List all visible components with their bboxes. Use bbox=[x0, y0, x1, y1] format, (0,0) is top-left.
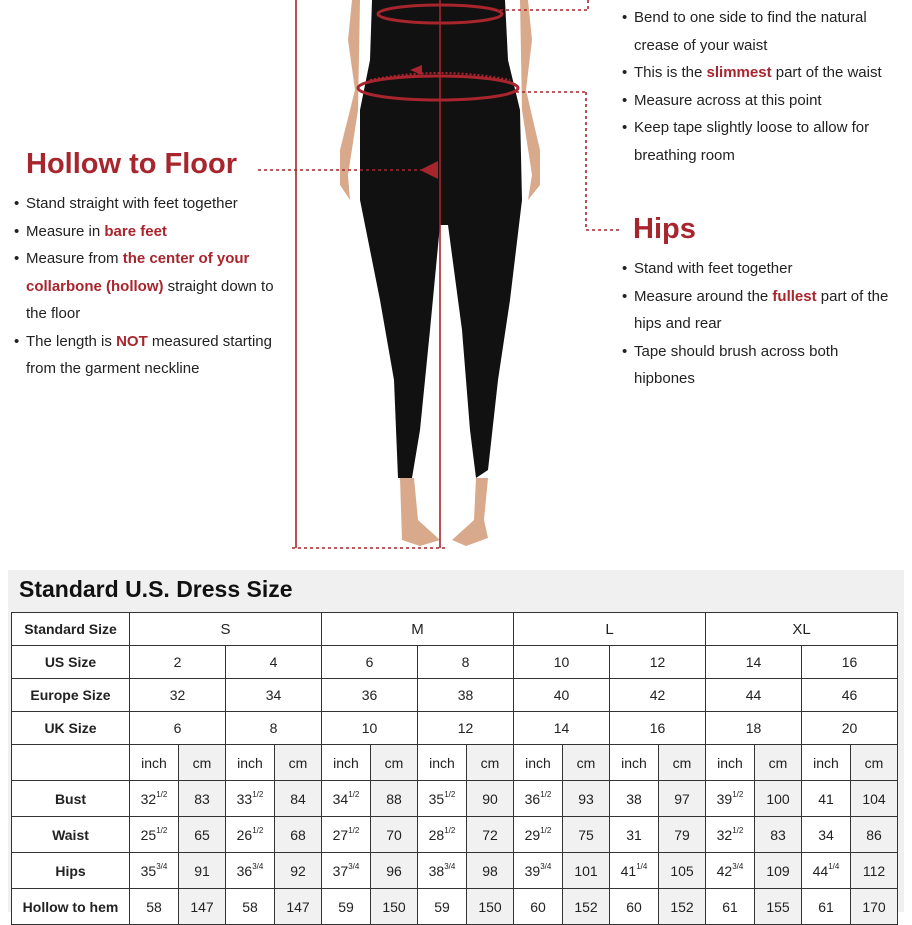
unit-cell: cm bbox=[851, 745, 898, 781]
measurement-cell: 152 bbox=[659, 889, 706, 925]
measurement-cell: $41^{1/4}$ bbox=[610, 853, 659, 889]
hips-row bbox=[12, 853, 898, 889]
measurement-cell: $32^{1/2}$ bbox=[130, 781, 179, 817]
europe-size-row bbox=[12, 679, 898, 712]
measurement-cell: 96 bbox=[371, 853, 418, 889]
unit-cell: cm bbox=[179, 745, 226, 781]
leggings bbox=[360, 0, 522, 478]
measurement-cell: $36^{3/4}$ bbox=[226, 853, 275, 889]
measurement-cell: 68 bbox=[275, 817, 322, 853]
measurement-cell: $36^{1/2}$ bbox=[514, 781, 563, 817]
measurement-cell: 104 bbox=[851, 781, 898, 817]
waist-note: • This is the slimmest part of the waist bbox=[622, 59, 902, 87]
hollow-note: • Measure in bare feet bbox=[14, 218, 296, 246]
measurement-cell: 59 bbox=[322, 889, 371, 925]
measurement-cell: 147 bbox=[275, 889, 322, 925]
standard-size-row bbox=[12, 613, 898, 646]
measurement-cell: 92 bbox=[275, 853, 322, 889]
measurement-cell: 100 bbox=[755, 781, 802, 817]
unit-cell: cm bbox=[755, 745, 802, 781]
bust-row bbox=[12, 781, 898, 817]
measurement-cell: 41 bbox=[802, 781, 851, 817]
measurement-cell: 83 bbox=[179, 781, 226, 817]
measurement-cell: 58 bbox=[130, 889, 179, 925]
size-cell: 32 bbox=[130, 679, 226, 712]
size-cell: 36 bbox=[322, 679, 418, 712]
size-group-cell: XL bbox=[706, 613, 898, 646]
measurement-cell: $39^{3/4}$ bbox=[514, 853, 563, 889]
measurement-cell: 84 bbox=[275, 781, 322, 817]
size-chart-table bbox=[11, 612, 898, 925]
size-group-cell: S bbox=[130, 613, 322, 646]
unit-cell: cm bbox=[659, 745, 706, 781]
size-cell: 46 bbox=[802, 679, 898, 712]
unit-cell: inch bbox=[802, 745, 851, 781]
hips-notes bbox=[622, 255, 892, 393]
size-cell: 38 bbox=[418, 679, 514, 712]
measurement-cell: 34 bbox=[802, 817, 851, 853]
measurement-cell: 88 bbox=[371, 781, 418, 817]
measurement-cell: $28^{1/2}$ bbox=[418, 817, 467, 853]
waist-row bbox=[12, 817, 898, 853]
row-label: Hips bbox=[12, 853, 130, 889]
measurement-cell: 38 bbox=[610, 781, 659, 817]
hips-note: • Tape should brush across both hipbones bbox=[622, 338, 892, 393]
unit-cell: cm bbox=[371, 745, 418, 781]
hips-title: Hips bbox=[633, 213, 696, 245]
measurement-cell: 150 bbox=[371, 889, 418, 925]
row-label: Standard Size bbox=[12, 613, 130, 646]
measurement-cell: 147 bbox=[179, 889, 226, 925]
size-cell: 6 bbox=[130, 712, 226, 745]
measurement-cell: 65 bbox=[179, 817, 226, 853]
measurement-cell: $35^{1/2}$ bbox=[418, 781, 467, 817]
hollow-to-floor-title: Hollow to Floor bbox=[26, 148, 238, 180]
measurement-cell: $27^{1/2}$ bbox=[322, 817, 371, 853]
size-cell: 10 bbox=[322, 712, 418, 745]
measurement-cell: 60 bbox=[610, 889, 659, 925]
waist-note: • Measure across at this point bbox=[622, 87, 902, 115]
size-cell: 16 bbox=[610, 712, 706, 745]
unit-row bbox=[12, 745, 898, 781]
unit-cell: cm bbox=[563, 745, 610, 781]
size-cell: 4 bbox=[226, 646, 322, 679]
measurement-cell: 101 bbox=[563, 853, 610, 889]
hollow-to-hem-row bbox=[12, 889, 898, 925]
waist-note: • Bend to one side to find the natural crease of your waist bbox=[622, 4, 902, 59]
unit-cell: inch bbox=[418, 745, 467, 781]
measurement-cell: 31 bbox=[610, 817, 659, 853]
measurement-cell: 98 bbox=[467, 853, 514, 889]
size-group-cell: L bbox=[514, 613, 706, 646]
size-cell: 18 bbox=[706, 712, 802, 745]
measurement-cell: 93 bbox=[563, 781, 610, 817]
measurement-cell: $39^{1/2}$ bbox=[706, 781, 755, 817]
unit-cell: cm bbox=[275, 745, 322, 781]
row-label: Bust bbox=[12, 781, 130, 817]
size-cell: 44 bbox=[706, 679, 802, 712]
unit-cell: inch bbox=[706, 745, 755, 781]
measurement-cell: 72 bbox=[467, 817, 514, 853]
measurement-cell: 75 bbox=[563, 817, 610, 853]
measurement-cell: 97 bbox=[659, 781, 706, 817]
unit-cell: inch bbox=[322, 745, 371, 781]
size-cell: 8 bbox=[418, 646, 514, 679]
size-cell: 34 bbox=[226, 679, 322, 712]
measurement-cell: 152 bbox=[563, 889, 610, 925]
size-group-cell: M bbox=[322, 613, 514, 646]
hips-note: • Measure around the fullest part of the hips and rear bbox=[622, 283, 892, 338]
size-chart-section bbox=[8, 570, 904, 915]
size-cell: 10 bbox=[514, 646, 610, 679]
measurement-cell: 105 bbox=[659, 853, 706, 889]
measurement-cell: 112 bbox=[851, 853, 898, 889]
measurement-cell: $42^{3/4}$ bbox=[706, 853, 755, 889]
measurement-cell: $32^{1/2}$ bbox=[706, 817, 755, 853]
unit-cell: inch bbox=[610, 745, 659, 781]
measurement-cell: 83 bbox=[755, 817, 802, 853]
hollow-note: • Stand straight with feet together bbox=[14, 190, 296, 218]
row-label: Europe Size bbox=[12, 679, 130, 712]
measurement-cell: 90 bbox=[467, 781, 514, 817]
size-cell: 12 bbox=[418, 712, 514, 745]
size-cell: 2 bbox=[130, 646, 226, 679]
measurement-cell: $44^{1/4}$ bbox=[802, 853, 851, 889]
row-label: Hollow to hem bbox=[12, 889, 130, 925]
measurement-cell: 59 bbox=[418, 889, 467, 925]
us-size-row bbox=[12, 646, 898, 679]
hollow-notes bbox=[14, 190, 296, 383]
measurement-cell: $25^{1/2}$ bbox=[130, 817, 179, 853]
size-cell: 16 bbox=[802, 646, 898, 679]
hollow-note: • The length is NOT measured starting from the garment neckline bbox=[14, 328, 296, 383]
row-label: Waist bbox=[12, 817, 130, 853]
size-cell: 14 bbox=[514, 712, 610, 745]
empty-cell bbox=[12, 745, 130, 781]
size-cell: 40 bbox=[514, 679, 610, 712]
size-cell: 6 bbox=[322, 646, 418, 679]
size-cell: 20 bbox=[802, 712, 898, 745]
measurement-cell: 155 bbox=[755, 889, 802, 925]
measurement-cell: 109 bbox=[755, 853, 802, 889]
measurement-cell: $33^{1/2}$ bbox=[226, 781, 275, 817]
measurement-cell: 61 bbox=[802, 889, 851, 925]
measurement-cell: 61 bbox=[706, 889, 755, 925]
waist-notes bbox=[622, 4, 902, 169]
size-cell: 12 bbox=[610, 646, 706, 679]
measurement-cell: 79 bbox=[659, 817, 706, 853]
unit-cell: inch bbox=[514, 745, 563, 781]
unit-cell: inch bbox=[226, 745, 275, 781]
measurement-cell: $38^{3/4}$ bbox=[418, 853, 467, 889]
measurement-cell: 58 bbox=[226, 889, 275, 925]
measurement-cell: $37^{3/4}$ bbox=[322, 853, 371, 889]
measurement-cell: 60 bbox=[514, 889, 563, 925]
measurement-cell: $35^{3/4}$ bbox=[130, 853, 179, 889]
waist-note: • Keep tape slightly loose to allow for breathing room bbox=[622, 114, 902, 169]
measurement-cell: $34^{1/2}$ bbox=[322, 781, 371, 817]
measurement-cell: 86 bbox=[851, 817, 898, 853]
measurement-cell: 170 bbox=[851, 889, 898, 925]
measurement-cell: $26^{1/2}$ bbox=[226, 817, 275, 853]
row-label: UK Size bbox=[12, 712, 130, 745]
size-cell: 42 bbox=[610, 679, 706, 712]
measurement-cell: 70 bbox=[371, 817, 418, 853]
size-chart-title: Standard U.S. Dress Size bbox=[19, 576, 293, 602]
uk-size-row bbox=[12, 712, 898, 745]
size-cell: 14 bbox=[706, 646, 802, 679]
feet bbox=[400, 478, 488, 546]
unit-cell: cm bbox=[467, 745, 514, 781]
hips-note: • Stand with feet together bbox=[622, 255, 892, 283]
size-cell: 8 bbox=[226, 712, 322, 745]
unit-cell: inch bbox=[130, 745, 179, 781]
measurement-cell: $29^{1/2}$ bbox=[514, 817, 563, 853]
measurement-cell: 91 bbox=[179, 853, 226, 889]
row-label: US Size bbox=[12, 646, 130, 679]
hollow-note: • Measure from the center of your collarbone (hollow) straight down to the floor bbox=[14, 245, 296, 328]
measurement-cell: 150 bbox=[467, 889, 514, 925]
